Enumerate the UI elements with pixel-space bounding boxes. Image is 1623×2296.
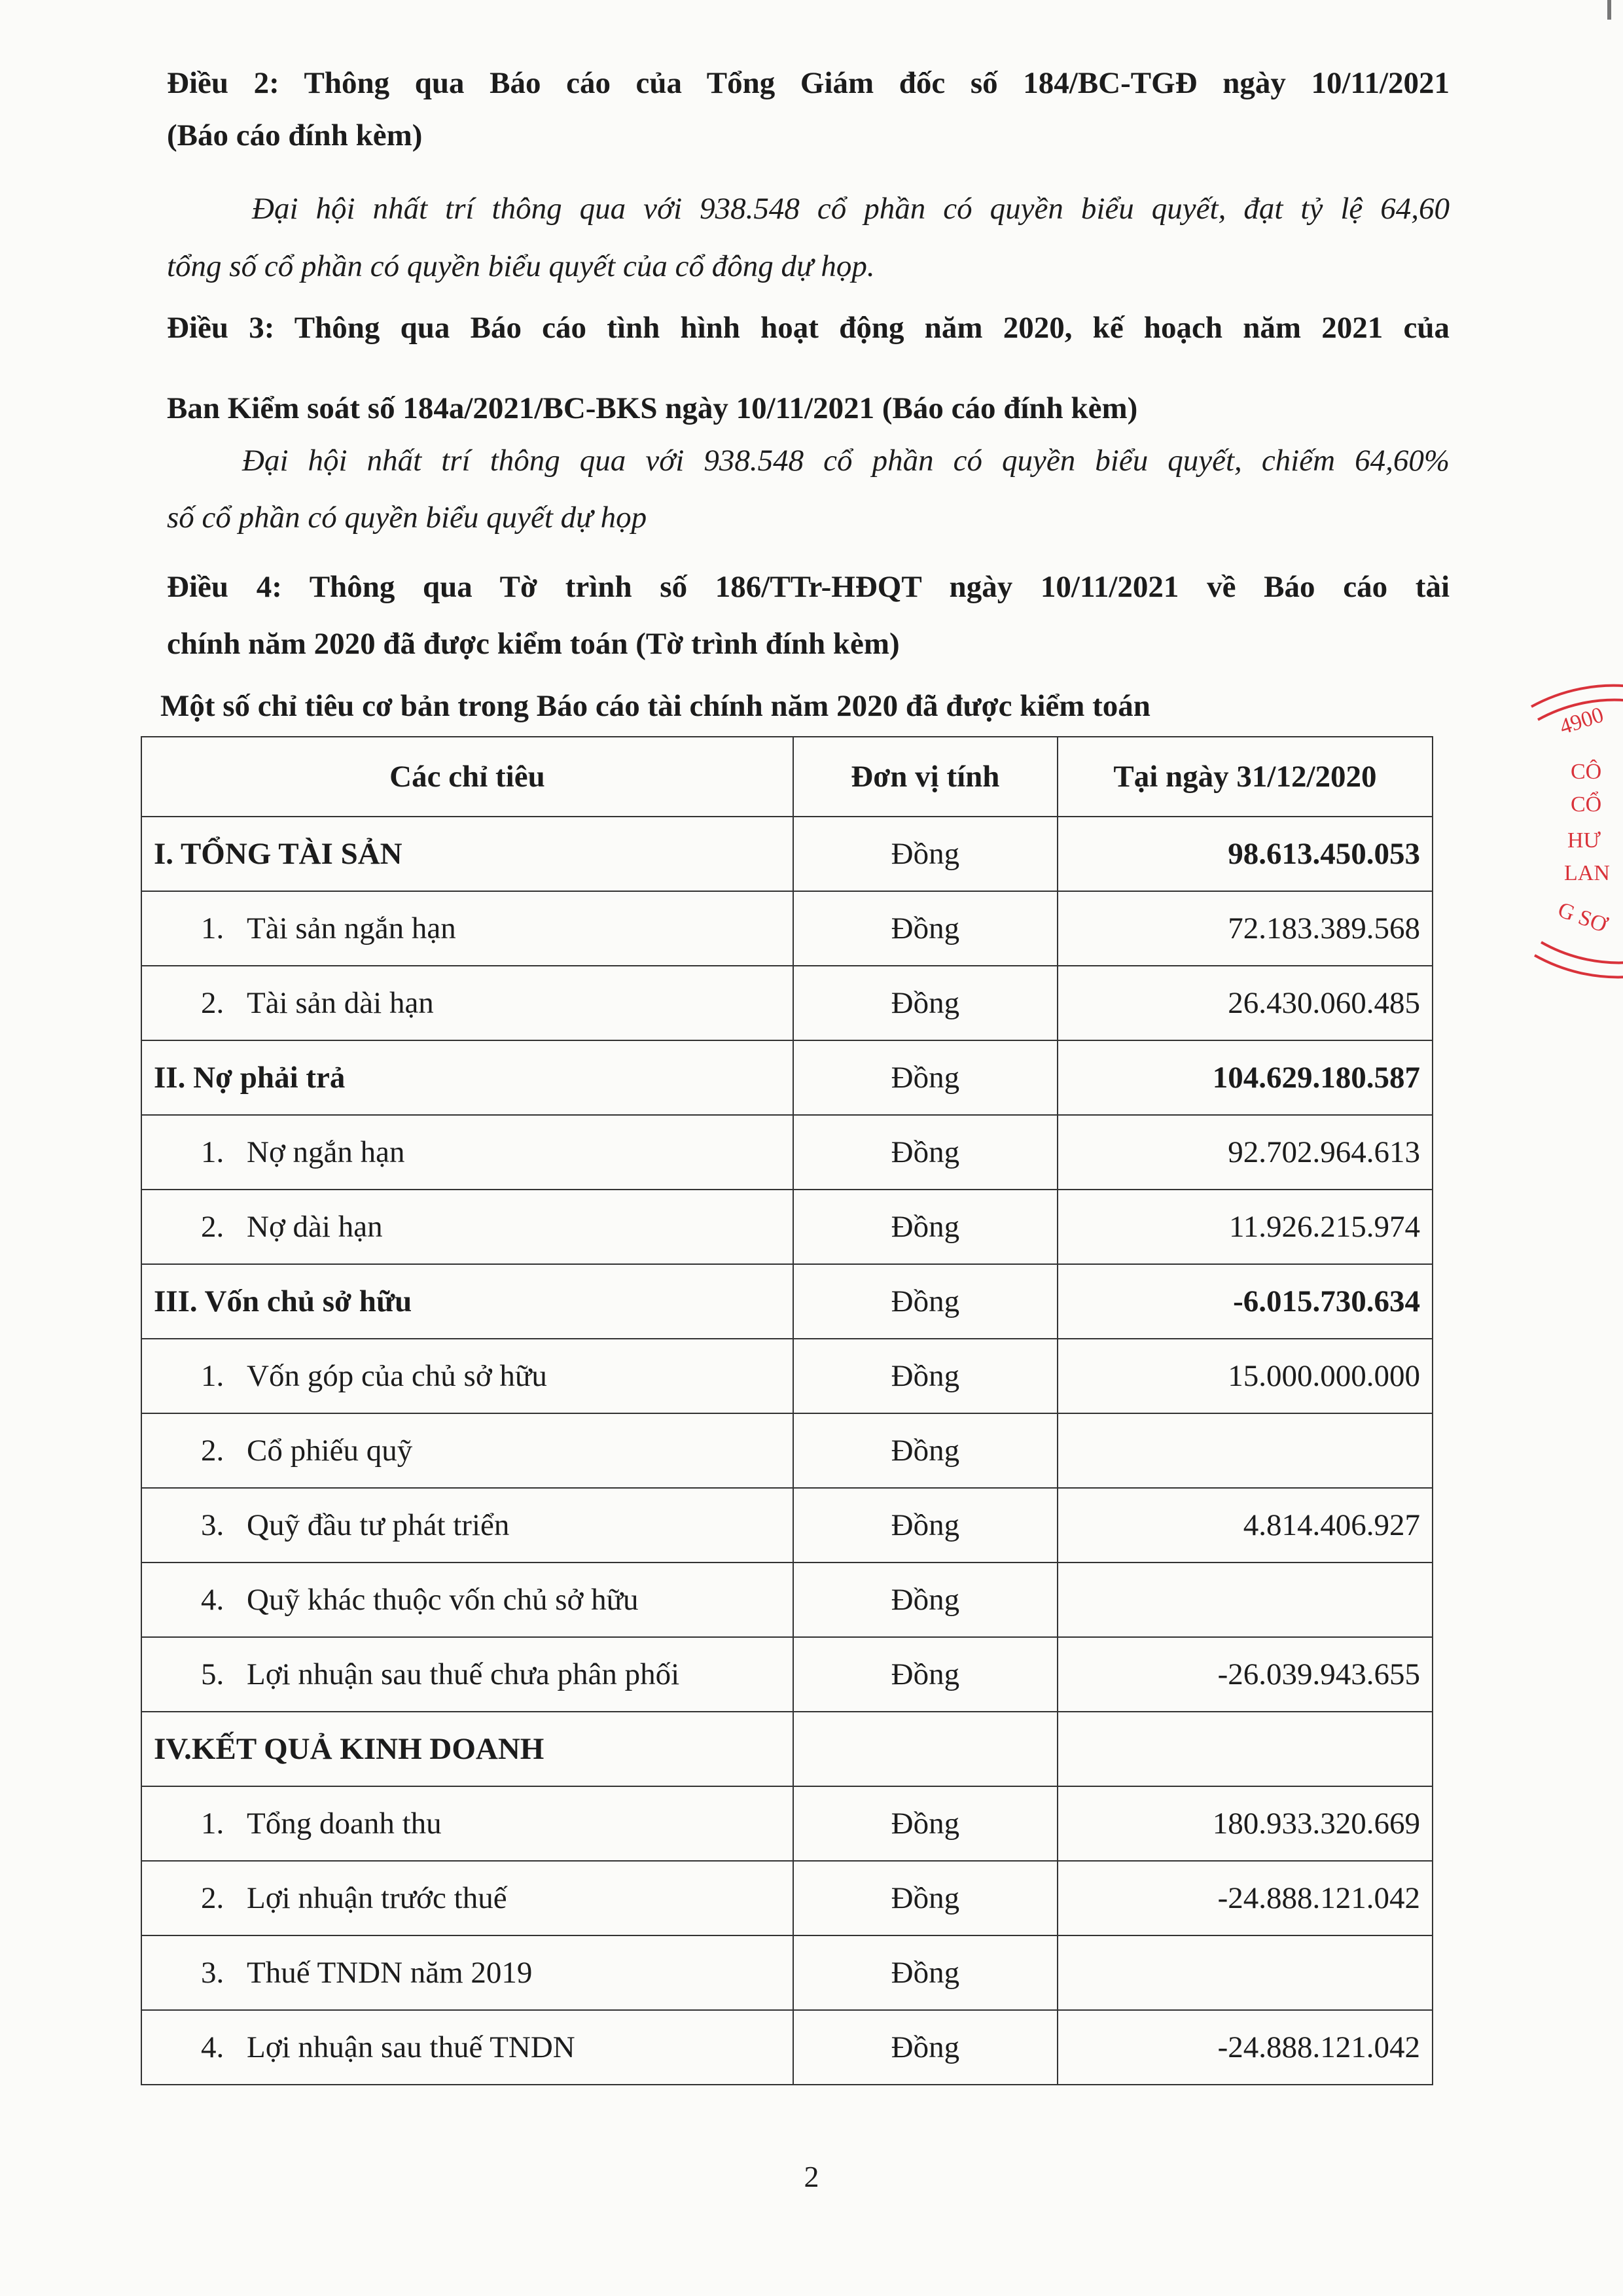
row-label-cell <box>141 1339 793 1413</box>
row-value: 92.702.964.613 <box>1058 1115 1433 1190</box>
table-row-section <box>141 817 1433 891</box>
table-row <box>141 1190 1433 1264</box>
table-row-section <box>141 1264 1433 1339</box>
article-2-heading-line-2: (Báo cáo đính kèm) <box>167 118 423 152</box>
row-unit <box>793 1712 1058 1786</box>
row-label-cell <box>141 1786 793 1861</box>
row-number: 2. <box>201 1434 224 1468</box>
row-value <box>1058 1413 1433 1488</box>
row-number: 1. <box>201 1359 224 1393</box>
seal-fragment: HƯ <box>1567 828 1601 853</box>
row-number: 1. <box>201 1807 224 1841</box>
seal-fragment: LAN <box>1564 861 1610 885</box>
row-unit: Đồng <box>793 817 1058 891</box>
row-label-cell <box>141 1935 793 2010</box>
table-row <box>141 1861 1433 1935</box>
row-unit: Đồng <box>793 966 1058 1040</box>
seal-fragment: CỔ <box>1571 792 1602 817</box>
row-unit: Đồng <box>793 1339 1058 1413</box>
row-label-cell <box>141 891 793 966</box>
row-unit: Đồng <box>793 1190 1058 1264</box>
row-label: II. Nợ phải trả <box>141 1040 793 1115</box>
article-3-body-line-1: Đại hội nhất trí thông qua với 938.548 cổ phần có quyền biểu quyết, chiếm 64,60% <box>242 444 1450 478</box>
table-row <box>141 1935 1433 2010</box>
row-label-cell <box>141 1563 793 1637</box>
row-label: Lợi nhuận sau thuế chưa phân phối <box>247 1657 680 1691</box>
row-number: 4. <box>201 1583 224 1617</box>
row-value: 26.430.060.485 <box>1058 966 1433 1040</box>
row-label-cell <box>141 1413 793 1488</box>
table-row-section <box>141 1040 1433 1115</box>
row-label-cell <box>141 1115 793 1190</box>
page-number: 2 <box>804 2160 819 2193</box>
table-row-section <box>141 1712 1433 1786</box>
row-label: IV.KẾT QUẢ KINH DOANH <box>141 1712 793 1786</box>
table-row <box>141 2010 1433 2085</box>
row-unit: Đồng <box>793 1861 1058 1935</box>
row-value: 104.629.180.587 <box>1058 1040 1433 1115</box>
row-value: 72.183.389.568 <box>1058 891 1433 966</box>
row-label-cell <box>141 1637 793 1712</box>
row-unit: Đồng <box>793 1935 1058 2010</box>
row-number: 2. <box>201 1881 224 1915</box>
article-2-body-line-1: Đại hội nhất trí thông qua với 938.548 cổ phần có quyền biểu quyết, đạt tỷ lệ 64,60 <box>252 192 1450 226</box>
table-row <box>141 966 1433 1040</box>
row-unit: Đồng <box>793 1563 1058 1637</box>
row-label: Quỹ đầu tư phát triển <box>247 1508 510 1542</box>
row-value: 98.613.450.053 <box>1058 817 1433 891</box>
row-label: Nợ dài hạn <box>247 1210 383 1244</box>
row-label: Tài sản dài hạn <box>247 986 434 1020</box>
table-row <box>141 1488 1433 1563</box>
row-label: Lợi nhuận sau thuế TNDN <box>247 2030 575 2064</box>
seal-fragment: G SƠ <box>1554 897 1611 938</box>
row-number: 2. <box>201 1210 224 1244</box>
row-label: Nợ ngắn hạn <box>247 1135 405 1169</box>
row-label-cell <box>141 1861 793 1935</box>
table-row <box>141 1563 1433 1637</box>
row-value: -24.888.121.042 <box>1058 2010 1433 2085</box>
row-label-cell <box>141 966 793 1040</box>
seal-fragment: 4900 <box>1556 702 1607 740</box>
row-label: Thuế TNDN năm 2019 <box>247 1956 533 1990</box>
table-row <box>141 1637 1433 1712</box>
row-value: -26.039.943.655 <box>1058 1637 1433 1712</box>
row-number: 1. <box>201 1135 224 1169</box>
row-value: 15.000.000.000 <box>1058 1339 1433 1413</box>
company-seal-stamp <box>1505 680 1623 981</box>
header-unit: Đơn vị tính <box>793 737 1058 817</box>
row-label: Cổ phiếu quỹ <box>247 1434 413 1468</box>
row-unit: Đồng <box>793 1488 1058 1563</box>
row-number: 3. <box>201 1956 224 1990</box>
table-row <box>141 1115 1433 1190</box>
article-2-heading-line-1: Điều 2: Thông qua Báo cáo của Tổng Giám đốc số 184/BC-TGĐ ngày 10/11/2021 <box>167 66 1450 100</box>
header-indicators: Các chỉ tiêu <box>141 737 793 817</box>
row-unit: Đồng <box>793 891 1058 966</box>
financial-indicators-table <box>141 736 1433 2085</box>
row-number: 1. <box>201 911 224 945</box>
row-number: 3. <box>201 1508 224 1542</box>
row-label: Vốn góp của chủ sở hữu <box>247 1359 547 1393</box>
table-intro: Một số chỉ tiêu cơ bản trong Báo cáo tài chính năm 2020 đã được kiểm toán <box>160 689 1150 723</box>
table-row <box>141 891 1433 966</box>
row-value: -6.015.730.634 <box>1058 1264 1433 1339</box>
scan-edge-mark <box>1607 0 1611 20</box>
article-3-body-line-2: số cổ phần có quyền biểu quyết dự họp <box>167 501 647 535</box>
row-unit: Đồng <box>793 1264 1058 1339</box>
row-number: 4. <box>201 2030 224 2064</box>
row-label: Tài sản ngắn hạn <box>247 911 456 945</box>
row-label: I. TỔNG TÀI SẢN <box>141 817 793 891</box>
row-value <box>1058 1563 1433 1637</box>
row-value <box>1058 1712 1433 1786</box>
header-date: Tại ngày 31/12/2020 <box>1058 737 1433 817</box>
row-unit: Đồng <box>793 1040 1058 1115</box>
row-value: 11.926.215.974 <box>1058 1190 1433 1264</box>
row-unit: Đồng <box>793 1413 1058 1488</box>
row-label-cell <box>141 2010 793 2085</box>
table-header-row <box>141 737 1433 817</box>
article-4-heading-line-2: chính năm 2020 đã được kiểm toán (Tờ trình đính kèm) <box>167 627 900 661</box>
row-label: III. Vốn chủ sở hữu <box>141 1264 793 1339</box>
article-2-body-line-2: tổng số cổ phần có quyền biểu quyết của cổ đông dự họp. <box>167 249 875 283</box>
row-unit: Đồng <box>793 1115 1058 1190</box>
row-value: 4.814.406.927 <box>1058 1488 1433 1563</box>
row-label: Quỹ khác thuộc vốn chủ sở hữu <box>247 1583 639 1617</box>
article-3-heading-line-2: Ban Kiểm soát số 184a/2021/BC-BKS ngày 10/11/2021 (Báo cáo đính kèm) <box>167 391 1138 425</box>
row-unit: Đồng <box>793 1786 1058 1861</box>
row-value: 180.933.320.669 <box>1058 1786 1433 1861</box>
table-row <box>141 1413 1433 1488</box>
row-unit: Đồng <box>793 2010 1058 2085</box>
row-number: 2. <box>201 986 224 1020</box>
table-row <box>141 1339 1433 1413</box>
seal-fragment: CÔ <box>1571 760 1602 784</box>
row-label: Lợi nhuận trước thuế <box>247 1881 507 1915</box>
row-value: -24.888.121.042 <box>1058 1861 1433 1935</box>
article-4-heading-line-1: Điều 4: Thông qua Tờ trình số 186/TTr-HĐQT ngày 10/11/2021 về Báo cáo tài <box>167 570 1450 604</box>
row-label-cell <box>141 1190 793 1264</box>
row-label: Tổng doanh thu <box>247 1807 442 1841</box>
table-row <box>141 1786 1433 1861</box>
article-3-heading-line-1: Điều 3: Thông qua Báo cáo tình hình hoạt động năm 2020, kế hoạch năm 2021 của <box>167 311 1450 345</box>
row-value <box>1058 1935 1433 2010</box>
row-number: 5. <box>201 1657 224 1691</box>
row-label-cell <box>141 1488 793 1563</box>
row-unit: Đồng <box>793 1637 1058 1712</box>
